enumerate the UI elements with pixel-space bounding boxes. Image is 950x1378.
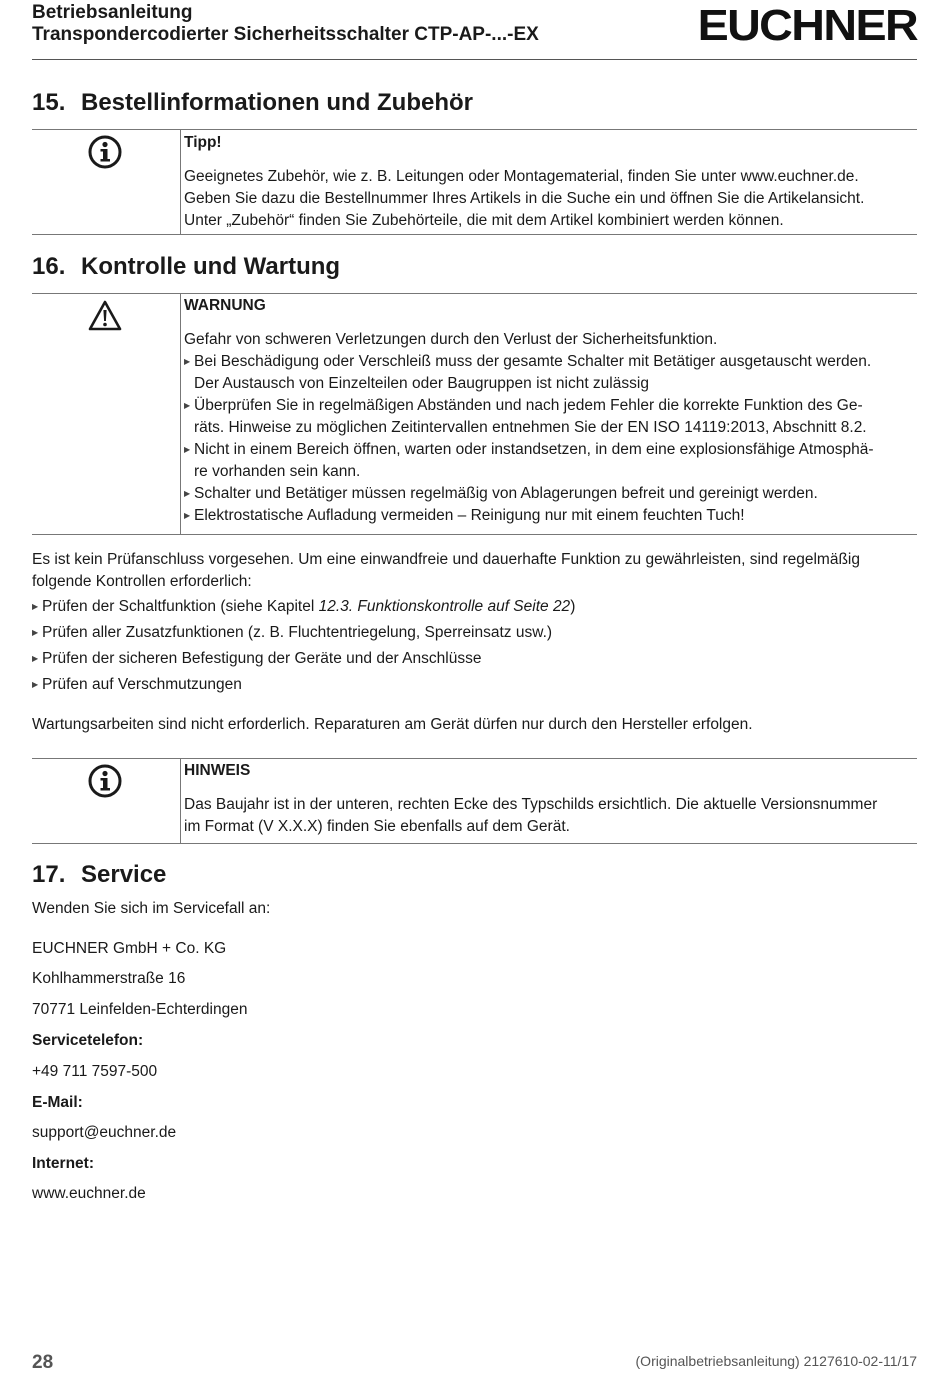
arrow-bullet-icon: ▶ [184,445,191,454]
document-title [32,2,539,46]
note-box [32,758,917,844]
tip-label: Tipp! [184,134,222,151]
note-label: HINWEIS [184,762,251,779]
warning-list [184,351,917,527]
warning-content [184,295,917,527]
website-link[interactable]: www.euchner.de [32,1185,146,1202]
warning-label: WARNUNG [184,297,266,314]
info-icon [88,135,122,169]
email-address[interactable]: support@euchner.de [32,1124,177,1141]
arrow-bullet-icon: ▶ [184,511,191,520]
company-name: EUCHNER GmbH + Co. KG [32,940,227,957]
checklist-item: ▶ Prüfen der Schaltfunktion (siehe Kapitel 12.3. Funktionskontrolle auf Seite 22) [32,596,917,618]
warning-list-item: ▶ Überprüfen Sie in regelmäßigen Abständen und nach jedem Fehler die korrekte Funktion des Ge- räts. Hinweise zu möglichen Zeitintervallen entnehmen Sie der EN ISO 14119:2013, Abschnitt 8.2. [184,397,867,436]
email-label: E-Mail: [32,1094,83,1111]
checklist-item: ▶ Prüfen aller Zusatzfunktionen (z. B. Fluchtentriegelung, Sperreinsatz usw.) [32,622,917,644]
warning-icon [88,299,122,333]
section-15-heading [32,89,473,117]
service-intro: Wenden Sie sich im Servicefall an: [32,900,271,917]
note-text-line: im Format (V X.X.X) finden Sie ebenfalls auf dem Gerät. [184,818,570,835]
warning-list-item: ▶ Elektrostatische Aufladung vermeiden – Reinigung nur mit einem feuchten Tuch! [184,505,917,527]
info-icon [88,764,122,798]
checklist-item: ▶ Prüfen der sicheren Befestigung der Geräte und der Anschlüsse [32,648,917,670]
chapter-reference-link[interactable]: 12.3. Funktionskontrolle auf Seite 22 [318,598,571,615]
inspection-checklist [32,596,917,700]
box-divider [180,130,181,234]
arrow-bullet-icon: ▶ [32,680,39,689]
tip-box [32,129,917,235]
section-title: Service [81,861,167,888]
document-title-line1: Betriebsanleitung [32,2,193,23]
tip-text-line: Geeignetes Zubehör, wie z. B. Leitungen oder Montagematerial, finden Sie unter www.euchner.de. [184,168,859,185]
phone-label: Servicetelefon: [32,1032,144,1049]
warning-box [32,293,917,535]
tip-content [184,132,917,232]
arrow-bullet-icon: ▶ [184,401,191,410]
arrow-bullet-icon: ▶ [184,357,191,366]
box-divider [180,759,181,843]
euchner-logo: EUCHNER [697,1,917,50]
warning-list-item: ▶ Schalter und Betätiger müssen regelmäßig von Ablagerungen befreit und gereinigt werden. [184,483,917,505]
phone-number: +49 711 7597-500 [32,1063,158,1080]
note-text-line: Das Baujahr ist in der unteren, rechten Ecke des Typschilds ersichtlich. Die aktuelle Versionsnummer [184,796,878,813]
arrow-bullet-icon: ▶ [32,654,39,663]
section-16-heading [32,253,340,281]
section-number: 17. [32,861,66,888]
section-number: 16. [32,253,66,280]
arrow-bullet-icon: ▶ [32,628,39,637]
box-divider [180,294,181,534]
warning-list-item: ▶ Bei Beschädigung oder Verschleiß muss der gesamte Schalter mit Betätiger ausgetauscht werden. Der Austausch von Einzelteilen oder Baugruppen ist nicht zulässig [184,353,872,392]
tip-text-line: Geben Sie dazu die Bestellnummer Ihres Artikels in die Suche ein und öffnen Sie die Artikelansicht. [184,190,865,207]
section-title: Bestellinformationen und Zubehör [81,89,474,116]
document-title-line2: Transpondercodierter Sicherheitsschalter CTP-AP-...-EX [32,24,539,45]
note-content [184,760,917,838]
section-title: Kontrolle und Wartung [81,253,341,280]
city-address: 70771 Leinfelden-Echterdingen [32,1001,248,1018]
warning-list-item: ▶ Nicht in einem Bereich öffnen, warten oder instandsetzen, in dem eine explosionsfähige Atmosphä- re vorhanden sein kann. [184,441,874,480]
internet-label: Internet: [32,1155,94,1172]
page-number: 28 [32,1352,54,1373]
section-number: 15. [32,89,66,116]
checklist-item: ▶ Prüfen auf Verschmutzungen [32,674,917,696]
section-17-heading [32,861,166,889]
maintenance-text: Wartungsarbeiten sind nicht erforderlich. Reparaturen am Gerät dürfen nur durch den Hersteller erfolgen. [32,716,753,733]
warning-intro: Gefahr von schweren Verletzungen durch den Verlust der Sicherheitsfunktion. [184,331,718,348]
street-address: Kohlhammerstraße 16 [32,970,186,987]
header-divider [32,59,917,60]
inspection-intro: Es ist kein Prüfanschluss vorgesehen. Um eine einwandfreie und dauerhafte Funktion zu gewährleisten, sind regelmäßig folgende Kontrollen erforderlich: [32,551,860,590]
arrow-bullet-icon: ▶ [32,602,39,611]
document-reference: (Originalbetriebsanleitung) 2127610-02-11/17 [635,1353,917,1369]
tip-text-line: Unter „Zubehör“ finden Sie Zubehörteile, die mit dem Artikel kombiniert werden können. [184,212,784,229]
arrow-bullet-icon: ▶ [184,489,191,498]
